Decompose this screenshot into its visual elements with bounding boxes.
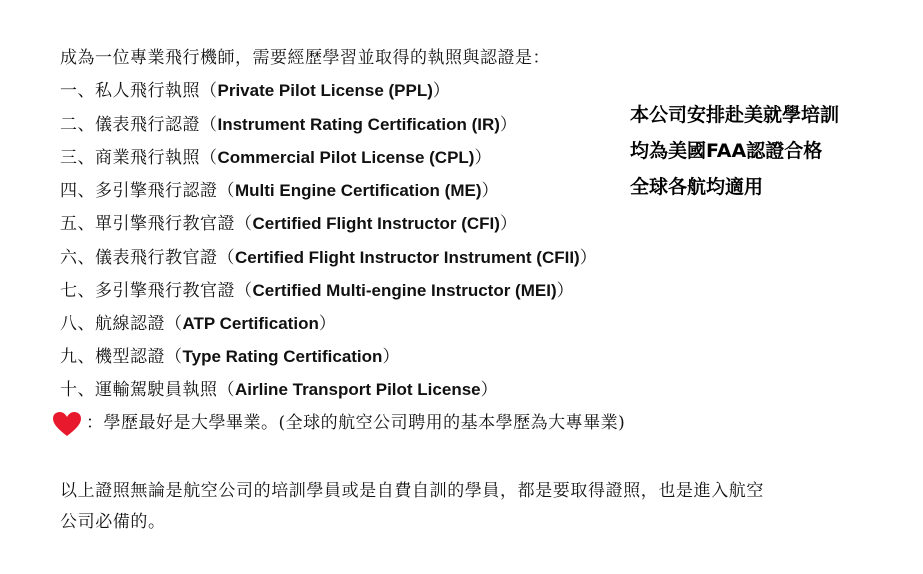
side-note-line: 全球各航均適用 (630, 176, 764, 198)
list-item (60, 379, 498, 401)
heart-icon (52, 411, 82, 437)
item-suffix: ） (556, 281, 575, 301)
list-item (60, 114, 517, 136)
item-prefix: 二、儀表飛行認證（ (60, 115, 218, 135)
item-english: Instrument Rating Certification (IR) (217, 115, 500, 134)
item-prefix: 九、機型認證（ (60, 347, 183, 367)
item-english: Private Pilot License (PPL) (217, 81, 433, 100)
item-english: Type Rating Certification (182, 347, 383, 366)
item-english: Certified Flight Instructor Instrument (CFII) (235, 248, 580, 267)
item-english: Commercial Pilot License (CPL) (217, 148, 475, 167)
item-english: Certified Multi-engine Instructor (MEI) (252, 281, 557, 300)
item-prefix: 七、多引擎飛行教官證（ (60, 281, 253, 301)
list-item (60, 80, 450, 102)
item-english: ATP Certification (182, 314, 319, 333)
side-note-line: 本公司安排赴美就學培訓 (630, 104, 840, 126)
list-item (60, 280, 574, 302)
list-item (60, 247, 597, 269)
side-note-line: 均為美國FAA認證合格 (630, 140, 823, 162)
list-item (60, 180, 499, 202)
item-prefix: 四、多引擎飛行認證（ (60, 181, 235, 201)
list-item (60, 313, 336, 335)
item-suffix: ） (432, 81, 451, 101)
item-suffix: ） (480, 380, 499, 400)
item-suffix: ） (499, 214, 518, 234)
item-english: Airline Transport Pilot License (235, 380, 481, 399)
list-item (60, 147, 492, 169)
item-suffix: ） (481, 181, 499, 201)
item-suffix: ） (499, 115, 518, 135)
item-prefix: 五、單引擎飛行教官證（ (60, 214, 253, 234)
list-item (60, 213, 517, 235)
item-suffix: ） (382, 347, 400, 367)
item-prefix: 一、私人飛行執照（ (60, 81, 218, 101)
intro-line: 成為一位專業飛行機師，需要經歷學習並取得的執照與認證是： (60, 48, 550, 68)
summary-paragraph-line: 以上證照無論是航空公司的培訓學員或是自費自訓的學員，都是要取得證照，也是進入航空 (60, 481, 764, 501)
item-suffix: ） (579, 248, 598, 268)
item-prefix: 八、航線認證（ (60, 314, 183, 334)
item-prefix: 三、商業飛行執照（ (60, 148, 218, 168)
item-prefix: 十、運輸駕駛員執照（ (60, 380, 235, 400)
item-suffix: ） (318, 314, 337, 334)
summary-paragraph-line: 公司必備的。 (60, 512, 166, 532)
item-prefix: 六、儀表飛行教官證（ (60, 248, 235, 268)
list-item (60, 346, 400, 368)
item-english: Certified Flight Instructor (CFI) (252, 214, 500, 233)
item-suffix: ） (474, 148, 492, 168)
education-note: ：學歷最好是大學畢業。(全球的航空公司聘用的基本學歷為大專畢業) (86, 413, 626, 433)
item-english: Multi Engine Certification (ME) (235, 181, 482, 200)
